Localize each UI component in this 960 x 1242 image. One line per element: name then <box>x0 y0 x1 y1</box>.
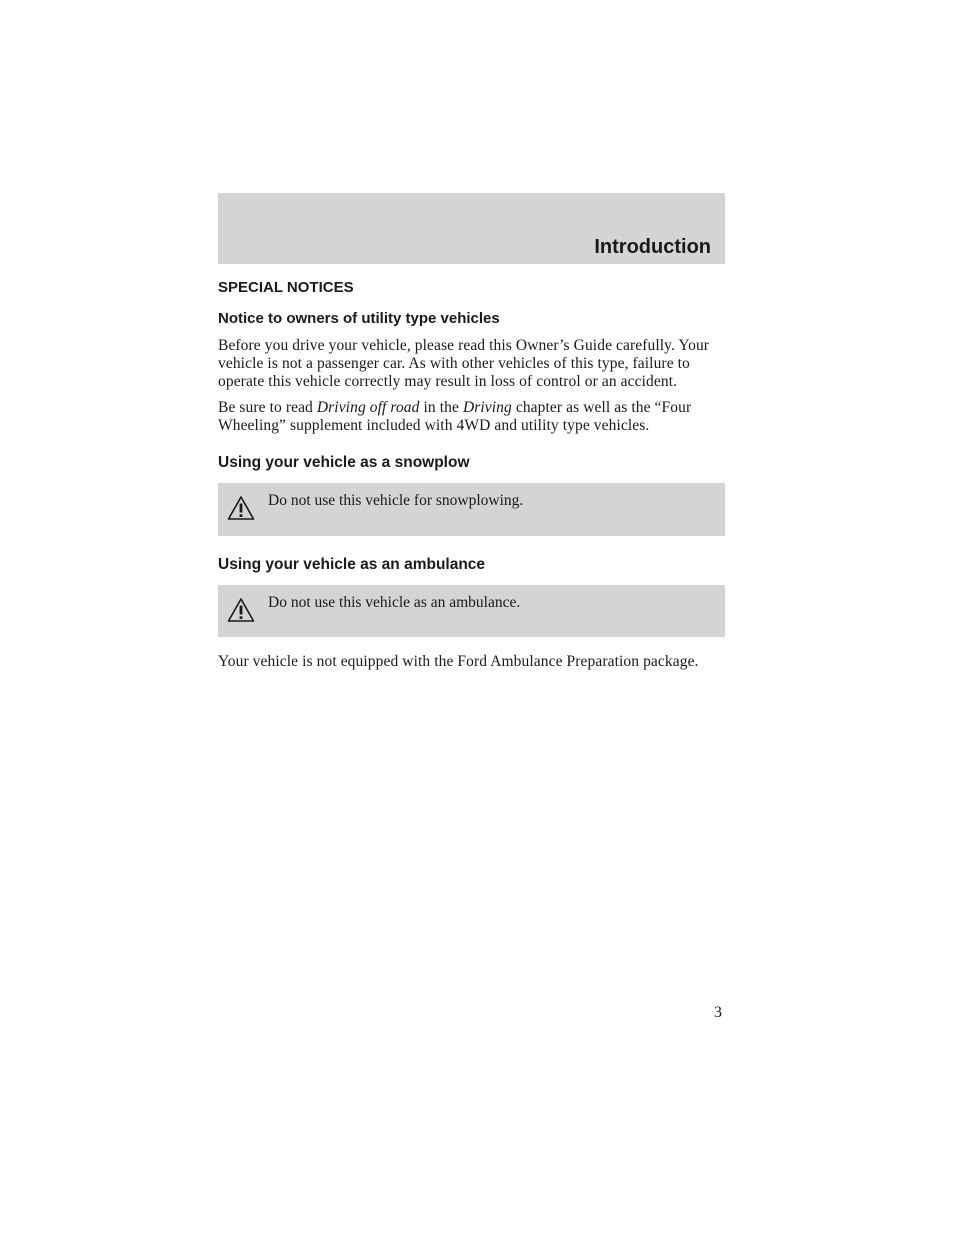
para-text: Be sure to read <box>218 399 317 416</box>
ambulance-warning-box <box>218 585 725 637</box>
page-number: 3 <box>714 1004 722 1021</box>
ambulance-heading: Using your vehicle as an ambulance <box>218 556 486 573</box>
snowplow-heading: Using your vehicle as a snowplow <box>218 454 470 471</box>
notice-heading: Notice to owners of utility type vehicles <box>218 310 500 327</box>
driving-reference-paragraph <box>218 399 725 435</box>
ambulance-paragraph: Your vehicle is not equipped with the Ford Ambulance Preparation package. <box>218 653 699 670</box>
page-content <box>218 278 725 679</box>
special-notices-heading: SPECIAL NOTICES <box>218 279 354 296</box>
warning-triangle-icon <box>227 495 255 521</box>
driving-off-road-ref: Driving off road <box>316 399 420 416</box>
driving-chapter-ref: Driving <box>462 399 512 416</box>
chapter-header-band <box>218 193 725 264</box>
para-text: in the <box>419 399 463 416</box>
chapter-title: Introduction <box>594 236 711 258</box>
snowplow-warning-box <box>218 483 725 536</box>
snowplow-warning-text: Do not use this vehicle for snowplowing. <box>268 492 524 509</box>
warning-triangle-icon <box>227 597 255 623</box>
notice-paragraph: Before you drive your vehicle, please read this Owner’s Guide carefully. Your vehicle is not a passenger car. As with other vehicles of this type, failure to operate this vehicle correctly may result in loss of control or an accident. <box>218 337 710 390</box>
ambulance-warning-text: Do not use this vehicle as an ambulance. <box>268 594 521 611</box>
para-text: chapter as well as the “Four Wheeling” supplement included with 4WD and utility type vehicles. <box>218 399 692 434</box>
